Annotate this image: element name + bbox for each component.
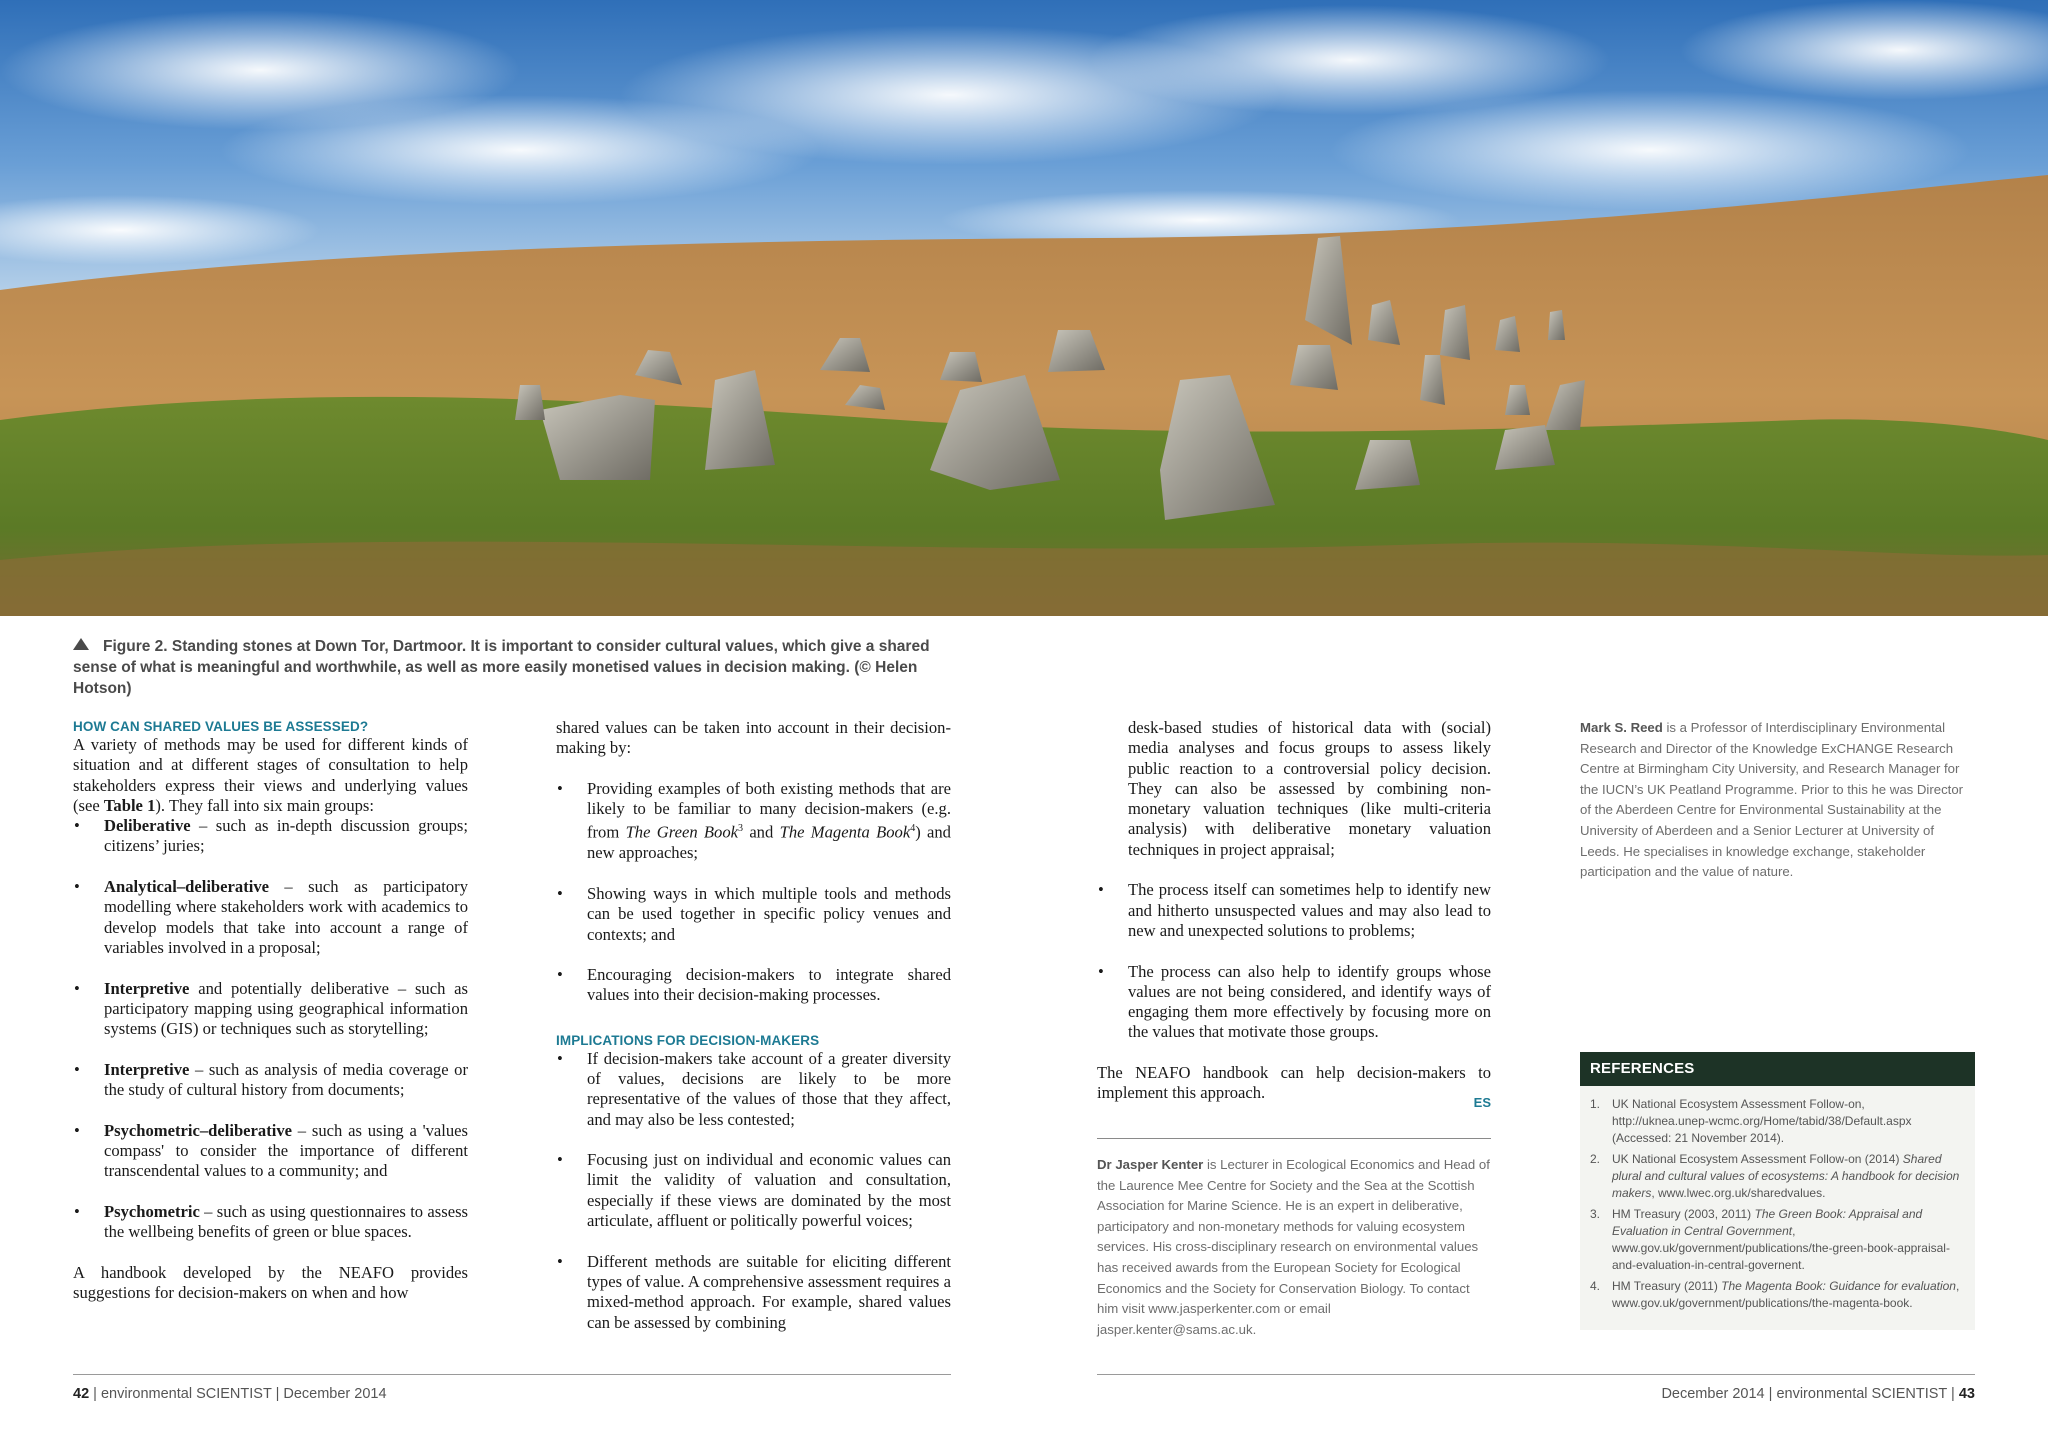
continued-paragraph: shared values can be taken into account in their decision-making by:	[556, 718, 951, 758]
list-item: • Encouraging decision-makers to integrate shared values into their decision-making processes.	[556, 965, 951, 1006]
continued-bullet-text: desk-based studies of historical data with (social) media analyses and focus groups to assess likely public reaction to a controversial policy decision. They can also be assessed by combining non-monetary valuation techniques (like multi-criteria analysis) with deliberative monetary valuation techniques in project appraisal;	[1128, 718, 1491, 859]
column-3	[1097, 718, 1491, 1114]
methods-list	[73, 816, 468, 1242]
list-item: • Showing ways in which multiple tools and methods can be used together in specific policy venues and contexts; and	[556, 884, 951, 945]
list-item: • The process can also help to identify groups whose values are not being considered, and identify ways of engaging them more effectively by focusing more on the values that motivate those groups.	[1097, 962, 1491, 1043]
triangle-marker-icon	[73, 638, 89, 650]
list-item: • Interpretive and potentially deliberative – such as participatory mapping using geographical information systems (GIS) or techniques such as storytelling;	[73, 979, 468, 1040]
implications-list	[556, 1049, 951, 1333]
list-item: • Analytical–deliberative – such as participatory modelling where stakeholders work with academics to develop models that take into account a range of variables involved in a proposal;	[73, 877, 468, 958]
references-box	[1580, 1052, 1975, 1330]
end-mark: ES	[1473, 1095, 1491, 1111]
list-item: • Deliberative – such as in-depth discussion groups; citizens’ juries;	[73, 816, 468, 857]
page-number: 42	[73, 1386, 90, 1402]
references-heading: REFERENCES	[1580, 1052, 1975, 1086]
list-item: 1. UK National Ecosystem Assessment Follow-on, http://uknea.unep-wcmc.org/Home/tabid/38/Default.aspx (Accessed: 21 November 2014).	[1590, 1097, 1912, 1145]
column-2	[556, 718, 951, 1333]
footer-left: 42 | environmental SCIENTIST | December 2014	[73, 1386, 387, 1402]
footer-rule-left	[73, 1374, 951, 1375]
section-heading-implications: IMPLICATIONS FOR DECISION-MAKERS	[556, 1032, 820, 1048]
column-1	[73, 718, 468, 1303]
intro-paragraph: A variety of methods may be used for different kinds of situation and at different stages of consultation to help stakeholders express their views and underlying values (see Table 1). They fall into six main groups:	[73, 735, 468, 815]
list-item: 4. HM Treasury (2011) The Magenta Book: Guidance for evaluation, www.gov.uk/government/publications/the-magenta-book.	[1590, 1279, 1960, 1310]
process-list	[1097, 880, 1491, 1042]
closing-paragraph: The NEAFO handbook can help decision-makers to implement this approach. ES	[1097, 1063, 1491, 1104]
list-item: • Focusing just on individual and economic values can limit the validity of valuation and consultation, especially if these views are dominated by the most articulate, affluent or politically powerful voices;	[556, 1150, 951, 1231]
list-item: 3. HM Treasury (2003, 2011) The Green Book: Appraisal and Evaluation in Central Government, www.gov.uk/government/publications/the-green-book-appraisal-and-evaluation-in-central-governent.	[1590, 1207, 1950, 1272]
footer-right: December 2014 | environmental SCIENTIST | 43	[1661, 1386, 1975, 1402]
section-heading-assess: HOW CAN SHARED VALUES BE ASSESSED?	[73, 719, 369, 734]
list-item: • Psychometric – such as using questionnaires to assess the wellbeing benefits of green or blue spaces.	[73, 1202, 468, 1243]
ways-list	[556, 779, 951, 1006]
standing-stones-photo	[0, 0, 2048, 616]
footer-rule-right	[1097, 1374, 1975, 1375]
author-bio-reed: Mark S. Reed is a Professor of Interdisciplinary Environmental Research and Director of the Knowledge ExCHANGE Research Centre at Birmingham City University, and Research Manager for the IUCN’s UK Peatland Programme. Prior to this he was Director of the Aberdeen Centre for Environmental Sustainability at the University of Aberdeen and a Senior Lecturer at University of Leeds. He specialises in knowledge exchange, stakeholder participation and the value of nature.	[1580, 720, 1964, 880]
references-list	[1580, 1086, 1975, 1312]
figure-caption	[73, 636, 973, 699]
list-item: • Interpretive – such as analysis of media coverage or the study of cultural history from documents;	[73, 1060, 468, 1101]
list-item: • Providing examples of both existing methods that are likely to be familiar to many decision-makers (e.g. from The Green Book$^3$ and The Magenta Book$^4$) and new approaches;	[556, 779, 951, 864]
outro-paragraph: A handbook developed by the NEAFO provides suggestions for decision-makers on when and how	[73, 1262, 468, 1303]
list-item: • If decision-makers take account of a greater diversity of values, decisions are likely to be more representative of the values of those that they affect, and may also be less contested;	[556, 1049, 951, 1130]
list-item: • Different methods are suitable for eliciting different types of value. A comprehensive assessment requires a mixed-method approach. For example, shared values can be assessed by combining	[556, 1252, 951, 1333]
hero-photo	[0, 0, 2048, 616]
author-bio-kenter: Dr Jasper Kenter is Lecturer in Ecological Economics and Head of the Laurence Mee Centre for Society and the Sea at the Scottish Association for Marine Science. He is an expert in deliberative, participatory and non-monetary methods for valuing ecosystem services. His cross-disciplinary research on environmental values has received awards from the European Society for Ecological Economics and the Society for Conservation Biology. To contact him visit www.jasperkenter.com or email jasper.kenter@sams.ac.uk.	[1097, 1157, 1490, 1337]
divider	[1097, 1138, 1491, 1139]
caption-text: Figure 2. Standing stones at Down Tor, Dartmoor. It is important to consider cultural values, which give a shared sense of what is meaningful and worthwhile, as well as more easily monetised values in decision making. (© Helen Hotson)	[73, 638, 930, 697]
list-item: 2. UK National Ecosystem Assessment Follow-on (2014) Shared plural and cultural values of ecosystems: A handbook for decision makers, www.lwec.org.uk/sharedvalues.	[1590, 1152, 1960, 1200]
page-number: 43	[1958, 1386, 1975, 1402]
list-item: • Psychometric–deliberative – such as using a 'values compass' to consider the importance of different transcendental values to a community; and	[73, 1121, 468, 1182]
list-item: • The process itself can sometimes help to identify new and hitherto unsuspected values and may also lead to new and unexpected solutions to problems;	[1097, 880, 1491, 941]
